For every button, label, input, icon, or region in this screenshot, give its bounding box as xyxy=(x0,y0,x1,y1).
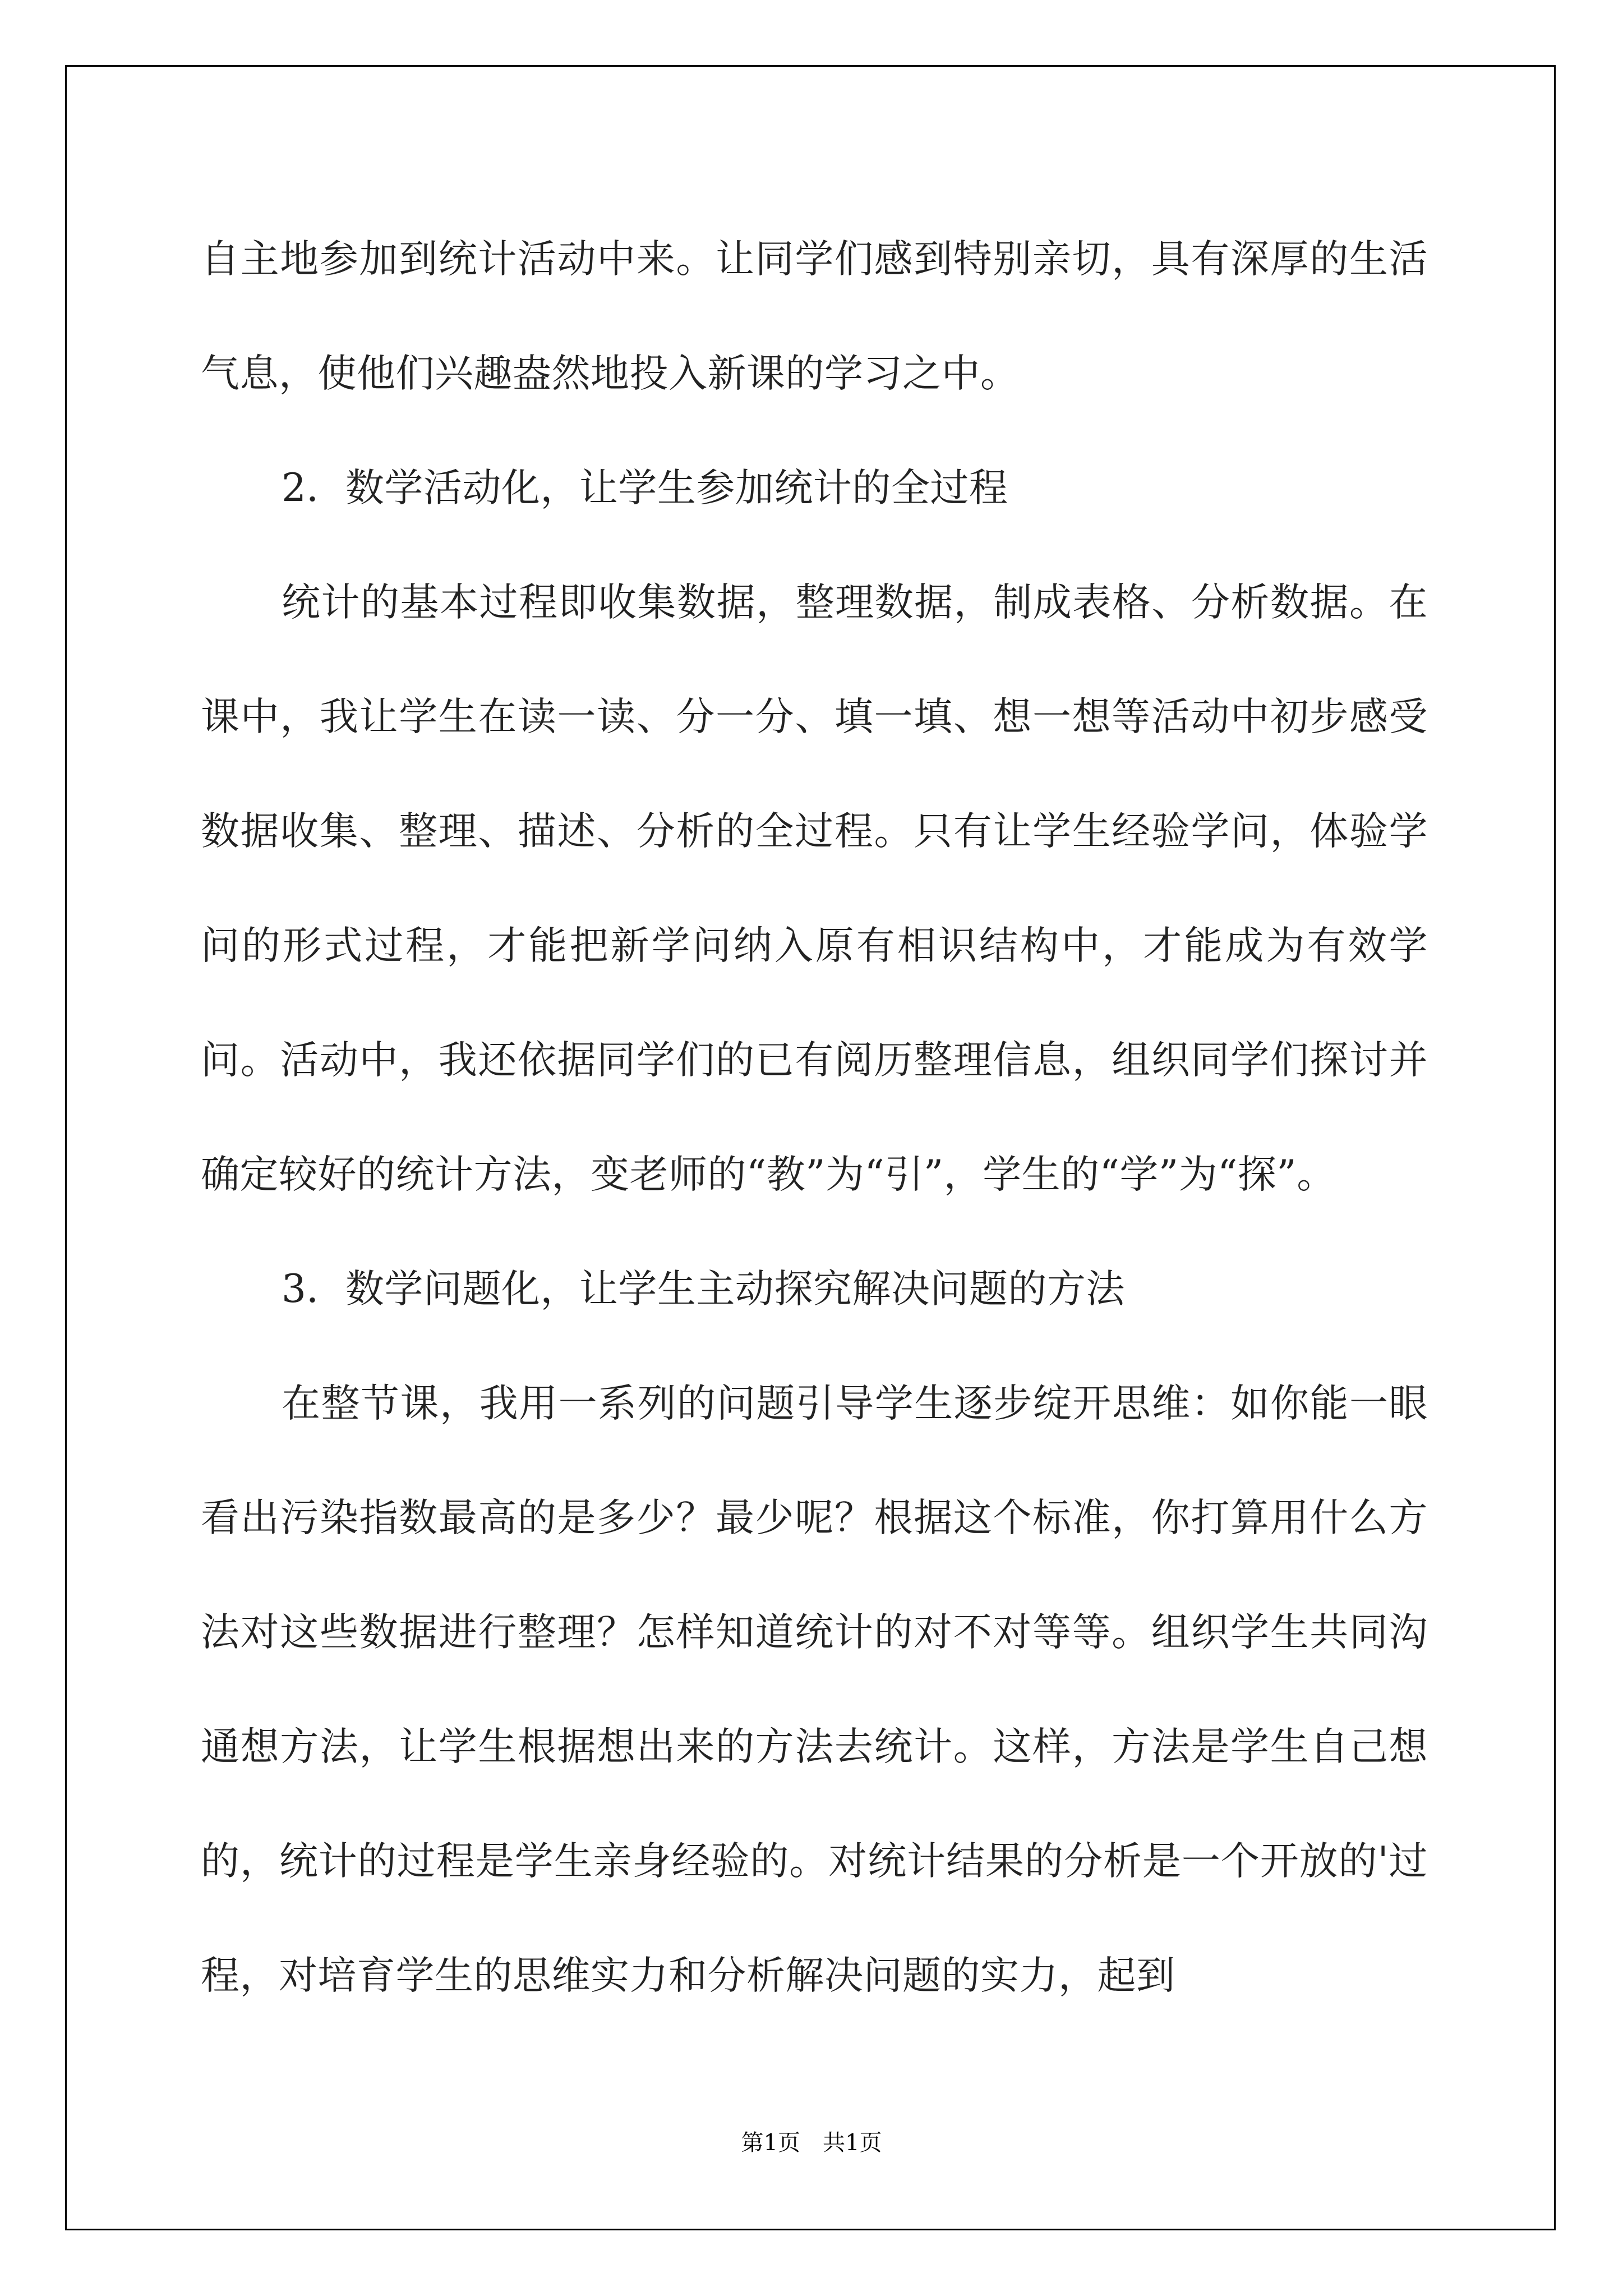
page-footer xyxy=(0,2125,1623,2157)
page-number-total: 共1页 xyxy=(823,2130,882,2156)
paragraph-3: 统计的基本过程即收集数据，整理数据，制成表格、分析数据。在课中，我让学生在读一读、分一分、填一填、想一想等活动中初步感受数据收集、整理、描述、分析的全过程。只有让学生经验学问，体验学问的形式过程，才能把新学问纳入原有相识结构中，才能成为有效学问。活动中，我还依据同学们的已有阅历整理信息，组织同学们探讨并确定较好的统计方法，变老师的“教”为“引”，学生的“学”为“探”。 xyxy=(201,580,1428,1197)
paragraph-5: 在整节课，我用一系列的问题引导学生逐步绽开思维：如你能一眼看出污染指数最高的是多少？最少呢？根据这个标准，你打算用什么方法对这些数据进行整理？怎样知道统计的对不对等等。组织学生共同沟通想方法，让学生根据想出来的方法去统计。这样，方法是学生自己想的，统计的过程是学生亲身经验的。对统计结果的分析是一个开放的'过程，对培育学生的思维实力和分析解决问题的实力，起到 xyxy=(201,1381,1428,1998)
page-number-current: 第1页 xyxy=(741,2130,800,2156)
paragraph-1: 自主地参加到统计活动中来。让同学们感到特别亲切，具有深厚的生活气息，使他们兴趣盎然地投入新课的学习之中。 xyxy=(201,237,1428,396)
paragraph-4-heading: 3．数学问题化，让学生主动探究解决问题的方法 xyxy=(282,1267,1125,1312)
paragraph-2-heading: 2．数学活动化，让学生参加统计的全过程 xyxy=(282,466,1008,510)
document-body xyxy=(201,202,1428,2033)
